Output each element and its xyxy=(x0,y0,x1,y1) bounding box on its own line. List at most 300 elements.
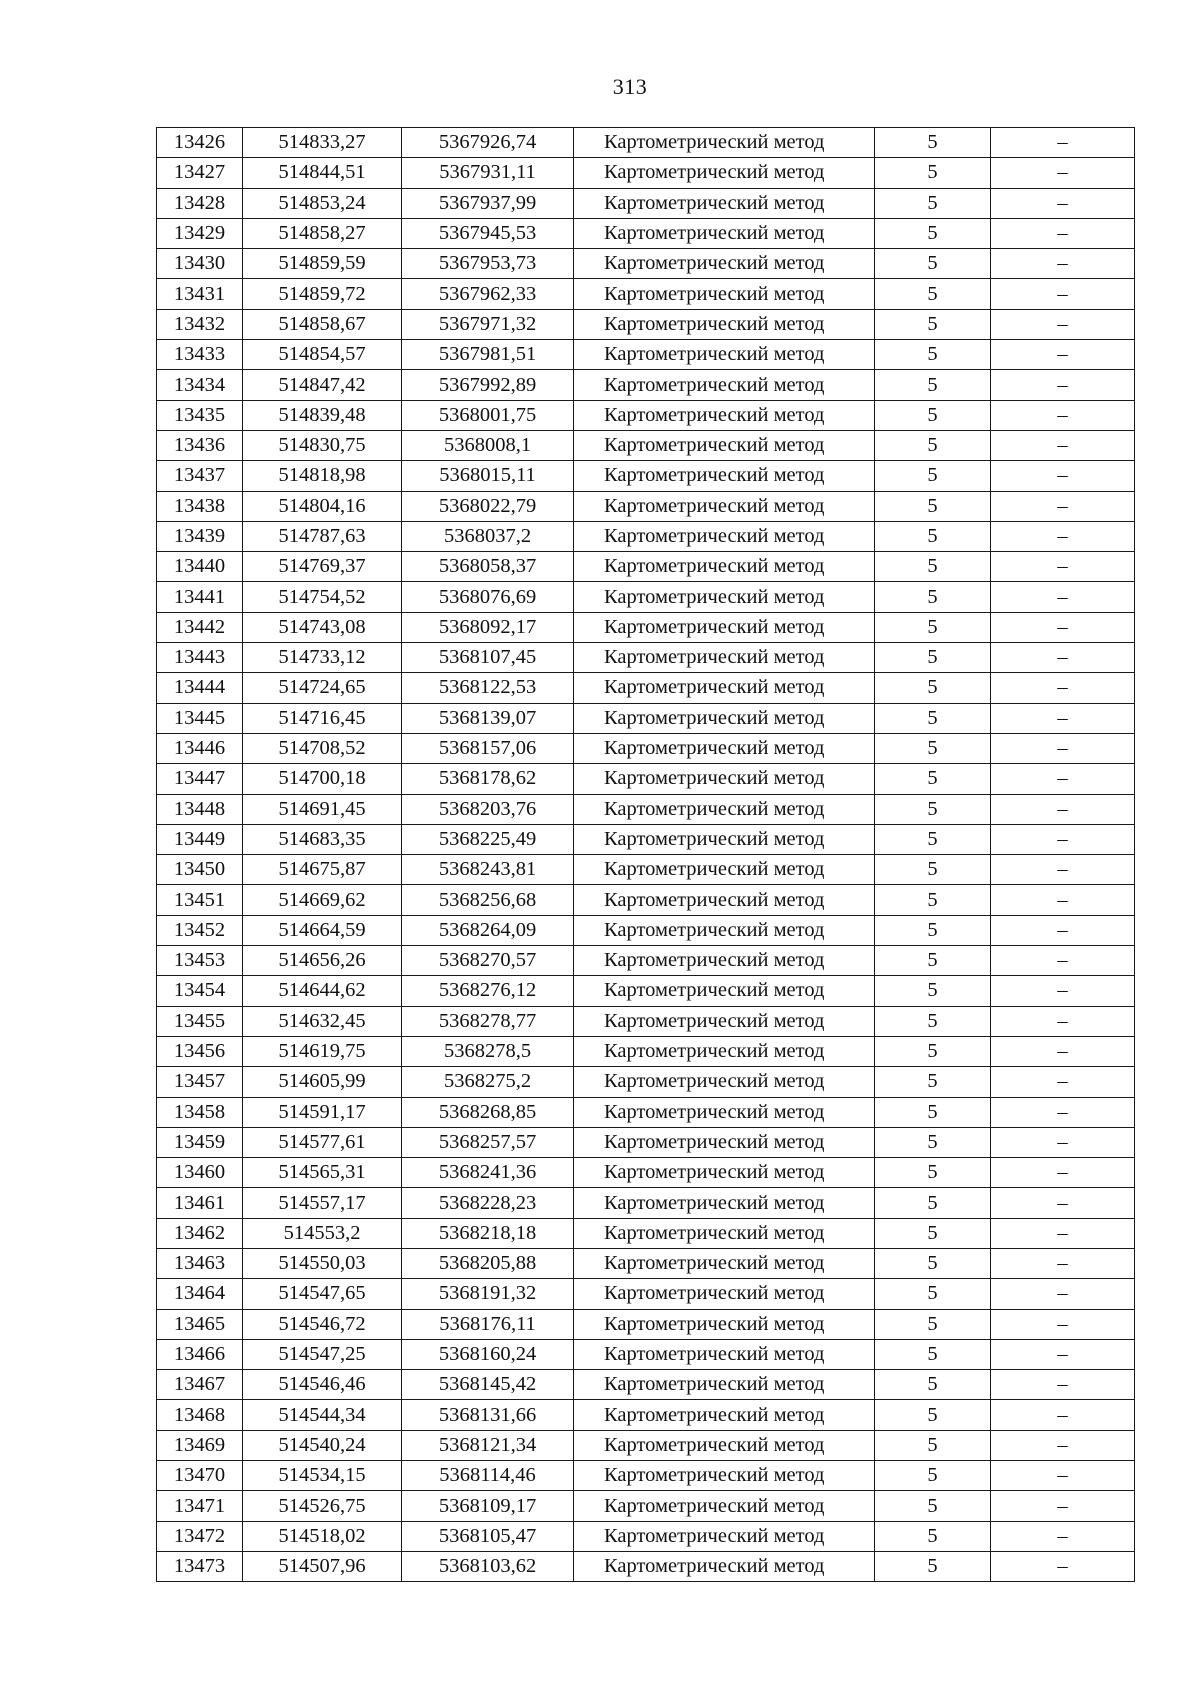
y-coordinate-cell: 5368058,37 xyxy=(402,552,574,582)
y-coordinate-cell: 5368203,76 xyxy=(402,794,574,824)
accuracy-cell: 5 xyxy=(875,976,991,1006)
y-coordinate-cell: 5367945,53 xyxy=(402,218,574,248)
method-cell: Картометрический метод xyxy=(574,491,875,521)
x-coordinate-cell: 514854,57 xyxy=(243,340,402,370)
point-number-cell: 13430 xyxy=(157,249,243,279)
y-coordinate-cell: 5368121,34 xyxy=(402,1430,574,1460)
accuracy-cell: 5 xyxy=(875,279,991,309)
x-coordinate-cell: 514518,02 xyxy=(243,1521,402,1551)
table-row xyxy=(157,552,1135,582)
x-coordinate-cell: 514664,59 xyxy=(243,915,402,945)
table-row xyxy=(157,1218,1135,1248)
note-cell: – xyxy=(991,1400,1135,1430)
y-coordinate-cell: 5368109,17 xyxy=(402,1491,574,1521)
method-cell: Картометрический метод xyxy=(574,733,875,763)
point-number-cell: 13458 xyxy=(157,1097,243,1127)
table-row xyxy=(157,1491,1135,1521)
accuracy-cell: 5 xyxy=(875,673,991,703)
x-coordinate-cell: 514804,16 xyxy=(243,491,402,521)
note-cell: – xyxy=(991,1218,1135,1248)
method-cell: Картометрический метод xyxy=(574,461,875,491)
accuracy-cell: 5 xyxy=(875,794,991,824)
y-coordinate-cell: 5368275,2 xyxy=(402,1067,574,1097)
point-number-cell: 13440 xyxy=(157,552,243,582)
table-row xyxy=(157,885,1135,915)
note-cell: – xyxy=(991,582,1135,612)
x-coordinate-cell: 514553,2 xyxy=(243,1218,402,1248)
method-cell: Картометрический метод xyxy=(574,673,875,703)
accuracy-cell: 5 xyxy=(875,1339,991,1369)
point-number-cell: 13466 xyxy=(157,1339,243,1369)
y-coordinate-cell: 5367931,11 xyxy=(402,158,574,188)
accuracy-cell: 5 xyxy=(875,915,991,945)
method-cell: Картометрический метод xyxy=(574,552,875,582)
x-coordinate-cell: 514724,65 xyxy=(243,673,402,703)
point-number-cell: 13460 xyxy=(157,1158,243,1188)
point-number-cell: 13468 xyxy=(157,1400,243,1430)
x-coordinate-cell: 514830,75 xyxy=(243,430,402,460)
point-number-cell: 13433 xyxy=(157,340,243,370)
x-coordinate-cell: 514754,52 xyxy=(243,582,402,612)
note-cell: – xyxy=(991,128,1135,158)
method-cell: Картометрический метод xyxy=(574,1400,875,1430)
y-coordinate-cell: 5368257,57 xyxy=(402,1127,574,1157)
x-coordinate-cell: 514547,25 xyxy=(243,1339,402,1369)
method-cell: Картометрический метод xyxy=(574,1279,875,1309)
note-cell: – xyxy=(991,1551,1135,1581)
method-cell: Картометрический метод xyxy=(574,1097,875,1127)
method-cell: Картометрический метод xyxy=(574,643,875,673)
y-coordinate-cell: 5368176,11 xyxy=(402,1309,574,1339)
note-cell: – xyxy=(991,1370,1135,1400)
method-cell: Картометрический метод xyxy=(574,1309,875,1339)
method-cell: Картометрический метод xyxy=(574,1127,875,1157)
point-number-cell: 13442 xyxy=(157,612,243,642)
method-cell: Картометрический метод xyxy=(574,1188,875,1218)
x-coordinate-cell: 514683,35 xyxy=(243,824,402,854)
table-row xyxy=(157,824,1135,854)
point-number-cell: 13453 xyxy=(157,946,243,976)
accuracy-cell: 5 xyxy=(875,1127,991,1157)
method-cell: Картометрический метод xyxy=(574,976,875,1006)
note-cell: – xyxy=(991,1279,1135,1309)
accuracy-cell: 5 xyxy=(875,1309,991,1339)
method-cell: Картометрический метод xyxy=(574,1461,875,1491)
point-number-cell: 13461 xyxy=(157,1188,243,1218)
table-row xyxy=(157,1097,1135,1127)
table-row xyxy=(157,1309,1135,1339)
accuracy-cell: 5 xyxy=(875,1067,991,1097)
note-cell: – xyxy=(991,430,1135,460)
point-number-cell: 13438 xyxy=(157,491,243,521)
accuracy-cell: 5 xyxy=(875,855,991,885)
note-cell: – xyxy=(991,370,1135,400)
table-row xyxy=(157,703,1135,733)
note-cell: – xyxy=(991,612,1135,642)
point-number-cell: 13450 xyxy=(157,855,243,885)
method-cell: Картометрический метод xyxy=(574,764,875,794)
method-cell: Картометрический метод xyxy=(574,218,875,248)
note-cell: – xyxy=(991,855,1135,885)
point-number-cell: 13431 xyxy=(157,279,243,309)
x-coordinate-cell: 514833,27 xyxy=(243,128,402,158)
method-cell: Картометрический метод xyxy=(574,400,875,430)
accuracy-cell: 5 xyxy=(875,1461,991,1491)
point-number-cell: 13463 xyxy=(157,1248,243,1278)
point-number-cell: 13457 xyxy=(157,1067,243,1097)
y-coordinate-cell: 5368157,06 xyxy=(402,733,574,763)
y-coordinate-cell: 5368103,62 xyxy=(402,1551,574,1581)
accuracy-cell: 5 xyxy=(875,1551,991,1581)
point-number-cell: 13462 xyxy=(157,1218,243,1248)
note-cell: – xyxy=(991,188,1135,218)
x-coordinate-cell: 514743,08 xyxy=(243,612,402,642)
x-coordinate-cell: 514859,72 xyxy=(243,279,402,309)
accuracy-cell: 5 xyxy=(875,612,991,642)
point-number-cell: 13443 xyxy=(157,643,243,673)
x-coordinate-cell: 514591,17 xyxy=(243,1097,402,1127)
table-row xyxy=(157,128,1135,158)
point-number-cell: 13473 xyxy=(157,1551,243,1581)
x-coordinate-cell: 514546,46 xyxy=(243,1370,402,1400)
point-number-cell: 13429 xyxy=(157,218,243,248)
accuracy-cell: 5 xyxy=(875,461,991,491)
y-coordinate-cell: 5368276,12 xyxy=(402,976,574,1006)
accuracy-cell: 5 xyxy=(875,188,991,218)
accuracy-cell: 5 xyxy=(875,946,991,976)
point-number-cell: 13444 xyxy=(157,673,243,703)
table-row xyxy=(157,1370,1135,1400)
table-row xyxy=(157,764,1135,794)
method-cell: Картометрический метод xyxy=(574,612,875,642)
table-row xyxy=(157,643,1135,673)
note-cell: – xyxy=(991,1461,1135,1491)
note-cell: – xyxy=(991,643,1135,673)
method-cell: Картометрический метод xyxy=(574,915,875,945)
table-row xyxy=(157,188,1135,218)
accuracy-cell: 5 xyxy=(875,1188,991,1218)
note-cell: – xyxy=(991,1188,1135,1218)
y-coordinate-cell: 5368114,46 xyxy=(402,1461,574,1491)
note-cell: – xyxy=(991,673,1135,703)
x-coordinate-cell: 514675,87 xyxy=(243,855,402,885)
x-coordinate-cell: 514656,26 xyxy=(243,946,402,976)
x-coordinate-cell: 514605,99 xyxy=(243,1067,402,1097)
point-number-cell: 13428 xyxy=(157,188,243,218)
note-cell: – xyxy=(991,1158,1135,1188)
method-cell: Картометрический метод xyxy=(574,1248,875,1278)
y-coordinate-cell: 5368107,45 xyxy=(402,643,574,673)
note-cell: – xyxy=(991,1248,1135,1278)
note-cell: – xyxy=(991,915,1135,945)
note-cell: – xyxy=(991,1127,1135,1157)
table-row xyxy=(157,1461,1135,1491)
point-number-cell: 13456 xyxy=(157,1036,243,1066)
point-number-cell: 13437 xyxy=(157,461,243,491)
method-cell: Картометрический метод xyxy=(574,1339,875,1369)
y-coordinate-cell: 5368037,2 xyxy=(402,521,574,551)
y-coordinate-cell: 5368092,17 xyxy=(402,612,574,642)
accuracy-cell: 5 xyxy=(875,1370,991,1400)
method-cell: Картометрический метод xyxy=(574,824,875,854)
x-coordinate-cell: 514839,48 xyxy=(243,400,402,430)
method-cell: Картометрический метод xyxy=(574,249,875,279)
point-number-cell: 13436 xyxy=(157,430,243,460)
method-cell: Картометрический метод xyxy=(574,158,875,188)
x-coordinate-cell: 514844,51 xyxy=(243,158,402,188)
note-cell: – xyxy=(991,1097,1135,1127)
accuracy-cell: 5 xyxy=(875,643,991,673)
table-row xyxy=(157,491,1135,521)
x-coordinate-cell: 514853,24 xyxy=(243,188,402,218)
y-coordinate-cell: 5368160,24 xyxy=(402,1339,574,1369)
accuracy-cell: 5 xyxy=(875,430,991,460)
x-coordinate-cell: 514557,17 xyxy=(243,1188,402,1218)
x-coordinate-cell: 514546,72 xyxy=(243,1309,402,1339)
y-coordinate-cell: 5368278,5 xyxy=(402,1036,574,1066)
x-coordinate-cell: 514858,27 xyxy=(243,218,402,248)
point-number-cell: 13451 xyxy=(157,885,243,915)
y-coordinate-cell: 5368001,75 xyxy=(402,400,574,430)
note-cell: – xyxy=(991,733,1135,763)
point-number-cell: 13446 xyxy=(157,733,243,763)
y-coordinate-cell: 5368205,88 xyxy=(402,1248,574,1278)
x-coordinate-cell: 514858,67 xyxy=(243,309,402,339)
method-cell: Картометрический метод xyxy=(574,885,875,915)
table-row xyxy=(157,976,1135,1006)
x-coordinate-cell: 514716,45 xyxy=(243,703,402,733)
method-cell: Картометрический метод xyxy=(574,1551,875,1581)
method-cell: Картометрический метод xyxy=(574,309,875,339)
accuracy-cell: 5 xyxy=(875,1430,991,1460)
point-number-cell: 13447 xyxy=(157,764,243,794)
accuracy-cell: 5 xyxy=(875,1248,991,1278)
note-cell: – xyxy=(991,218,1135,248)
note-cell: – xyxy=(991,1521,1135,1551)
table-row xyxy=(157,673,1135,703)
note-cell: – xyxy=(991,1006,1135,1036)
point-number-cell: 13471 xyxy=(157,1491,243,1521)
x-coordinate-cell: 514847,42 xyxy=(243,370,402,400)
method-cell: Картометрический метод xyxy=(574,1521,875,1551)
x-coordinate-cell: 514577,61 xyxy=(243,1127,402,1157)
y-coordinate-cell: 5368076,69 xyxy=(402,582,574,612)
x-coordinate-cell: 514550,03 xyxy=(243,1248,402,1278)
y-coordinate-cell: 5368256,68 xyxy=(402,885,574,915)
accuracy-cell: 5 xyxy=(875,582,991,612)
y-coordinate-cell: 5368022,79 xyxy=(402,491,574,521)
point-number-cell: 13445 xyxy=(157,703,243,733)
x-coordinate-cell: 514818,98 xyxy=(243,461,402,491)
y-coordinate-cell: 5368105,47 xyxy=(402,1521,574,1551)
point-number-cell: 13464 xyxy=(157,1279,243,1309)
table-row xyxy=(157,521,1135,551)
method-cell: Картометрический метод xyxy=(574,430,875,460)
accuracy-cell: 5 xyxy=(875,703,991,733)
y-coordinate-cell: 5368178,62 xyxy=(402,764,574,794)
note-cell: – xyxy=(991,340,1135,370)
table-row xyxy=(157,1551,1135,1581)
y-coordinate-cell: 5368264,09 xyxy=(402,915,574,945)
method-cell: Картометрический метод xyxy=(574,1491,875,1521)
note-cell: – xyxy=(991,552,1135,582)
note-cell: – xyxy=(991,703,1135,733)
note-cell: – xyxy=(991,1067,1135,1097)
table-row xyxy=(157,1006,1135,1036)
method-cell: Картометрический метод xyxy=(574,128,875,158)
point-number-cell: 13467 xyxy=(157,1370,243,1400)
y-coordinate-cell: 5368225,49 xyxy=(402,824,574,854)
point-number-cell: 13469 xyxy=(157,1430,243,1460)
x-coordinate-cell: 514787,63 xyxy=(243,521,402,551)
table-row xyxy=(157,249,1135,279)
table-row xyxy=(157,612,1135,642)
point-number-cell: 13470 xyxy=(157,1461,243,1491)
accuracy-cell: 5 xyxy=(875,1158,991,1188)
note-cell: – xyxy=(991,764,1135,794)
table-row xyxy=(157,1521,1135,1551)
y-coordinate-cell: 5368241,36 xyxy=(402,1158,574,1188)
point-number-cell: 13439 xyxy=(157,521,243,551)
method-cell: Картометрический метод xyxy=(574,703,875,733)
x-coordinate-cell: 514526,75 xyxy=(243,1491,402,1521)
x-coordinate-cell: 514708,52 xyxy=(243,733,402,763)
method-cell: Картометрический метод xyxy=(574,1006,875,1036)
x-coordinate-cell: 514669,62 xyxy=(243,885,402,915)
accuracy-cell: 5 xyxy=(875,1279,991,1309)
y-coordinate-cell: 5367953,73 xyxy=(402,249,574,279)
method-cell: Картометрический метод xyxy=(574,1430,875,1460)
note-cell: – xyxy=(991,400,1135,430)
table-row xyxy=(157,1279,1135,1309)
point-number-cell: 13449 xyxy=(157,824,243,854)
table-row xyxy=(157,400,1135,430)
y-coordinate-cell: 5367992,89 xyxy=(402,370,574,400)
note-cell: – xyxy=(991,1430,1135,1460)
note-cell: – xyxy=(991,1036,1135,1066)
y-coordinate-cell: 5367962,33 xyxy=(402,279,574,309)
method-cell: Картометрический метод xyxy=(574,794,875,824)
y-coordinate-cell: 5367926,74 xyxy=(402,128,574,158)
table-row xyxy=(157,794,1135,824)
table-row xyxy=(157,1339,1135,1369)
x-coordinate-cell: 514632,45 xyxy=(243,1006,402,1036)
note-cell: – xyxy=(991,309,1135,339)
accuracy-cell: 5 xyxy=(875,370,991,400)
method-cell: Картометрический метод xyxy=(574,1067,875,1097)
y-coordinate-cell: 5368228,23 xyxy=(402,1188,574,1218)
page-number: 313 xyxy=(612,74,648,99)
x-coordinate-cell: 514534,15 xyxy=(243,1461,402,1491)
accuracy-cell: 5 xyxy=(875,552,991,582)
point-number-cell: 13455 xyxy=(157,1006,243,1036)
point-number-cell: 13435 xyxy=(157,400,243,430)
point-number-cell: 13459 xyxy=(157,1127,243,1157)
point-number-cell: 13448 xyxy=(157,794,243,824)
method-cell: Картометрический метод xyxy=(574,1370,875,1400)
x-coordinate-cell: 514769,37 xyxy=(243,552,402,582)
note-cell: – xyxy=(991,885,1135,915)
point-number-cell: 13452 xyxy=(157,915,243,945)
accuracy-cell: 5 xyxy=(875,309,991,339)
table-row xyxy=(157,1067,1135,1097)
note-cell: – xyxy=(991,461,1135,491)
table-row xyxy=(157,279,1135,309)
point-number-cell: 13465 xyxy=(157,1309,243,1339)
table-row xyxy=(157,1127,1135,1157)
accuracy-cell: 5 xyxy=(875,158,991,188)
note-cell: – xyxy=(991,158,1135,188)
y-coordinate-cell: 5368191,32 xyxy=(402,1279,574,1309)
accuracy-cell: 5 xyxy=(875,1036,991,1066)
x-coordinate-cell: 514547,65 xyxy=(243,1279,402,1309)
table-row xyxy=(157,1188,1135,1218)
accuracy-cell: 5 xyxy=(875,128,991,158)
y-coordinate-cell: 5368008,1 xyxy=(402,430,574,460)
note-cell: – xyxy=(991,491,1135,521)
y-coordinate-cell: 5368015,11 xyxy=(402,461,574,491)
x-coordinate-cell: 514644,62 xyxy=(243,976,402,1006)
y-coordinate-cell: 5368131,66 xyxy=(402,1400,574,1430)
method-cell: Картометрический метод xyxy=(574,1218,875,1248)
accuracy-cell: 5 xyxy=(875,1521,991,1551)
y-coordinate-cell: 5368218,18 xyxy=(402,1218,574,1248)
accuracy-cell: 5 xyxy=(875,1097,991,1127)
method-cell: Картометрический метод xyxy=(574,582,875,612)
table-row xyxy=(157,1430,1135,1460)
accuracy-cell: 5 xyxy=(875,1491,991,1521)
accuracy-cell: 5 xyxy=(875,733,991,763)
method-cell: Картометрический метод xyxy=(574,1036,875,1066)
y-coordinate-cell: 5367981,51 xyxy=(402,340,574,370)
table-row xyxy=(157,1158,1135,1188)
note-cell: – xyxy=(991,279,1135,309)
accuracy-cell: 5 xyxy=(875,491,991,521)
x-coordinate-cell: 514700,18 xyxy=(243,764,402,794)
x-coordinate-cell: 514733,12 xyxy=(243,643,402,673)
y-coordinate-cell: 5367971,32 xyxy=(402,309,574,339)
method-cell: Картометрический метод xyxy=(574,188,875,218)
y-coordinate-cell: 5368243,81 xyxy=(402,855,574,885)
table-row xyxy=(157,309,1135,339)
y-coordinate-cell: 5368268,85 xyxy=(402,1097,574,1127)
accuracy-cell: 5 xyxy=(875,218,991,248)
x-coordinate-cell: 514507,96 xyxy=(243,1551,402,1581)
accuracy-cell: 5 xyxy=(875,824,991,854)
method-cell: Картометрический метод xyxy=(574,279,875,309)
table-row xyxy=(157,158,1135,188)
method-cell: Картометрический метод xyxy=(574,946,875,976)
table-row xyxy=(157,461,1135,491)
coordinates-table xyxy=(156,127,1135,1582)
x-coordinate-cell: 514544,34 xyxy=(243,1400,402,1430)
note-cell: – xyxy=(991,946,1135,976)
point-number-cell: 13454 xyxy=(157,976,243,1006)
method-cell: Картометрический метод xyxy=(574,370,875,400)
method-cell: Картометрический метод xyxy=(574,521,875,551)
note-cell: – xyxy=(991,794,1135,824)
accuracy-cell: 5 xyxy=(875,249,991,279)
point-number-cell: 13426 xyxy=(157,128,243,158)
point-number-cell: 13427 xyxy=(157,158,243,188)
note-cell: – xyxy=(991,1339,1135,1369)
method-cell: Картометрический метод xyxy=(574,1158,875,1188)
note-cell: – xyxy=(991,824,1135,854)
note-cell: – xyxy=(991,1491,1135,1521)
note-cell: – xyxy=(991,1309,1135,1339)
table-row xyxy=(157,1036,1135,1066)
accuracy-cell: 5 xyxy=(875,885,991,915)
